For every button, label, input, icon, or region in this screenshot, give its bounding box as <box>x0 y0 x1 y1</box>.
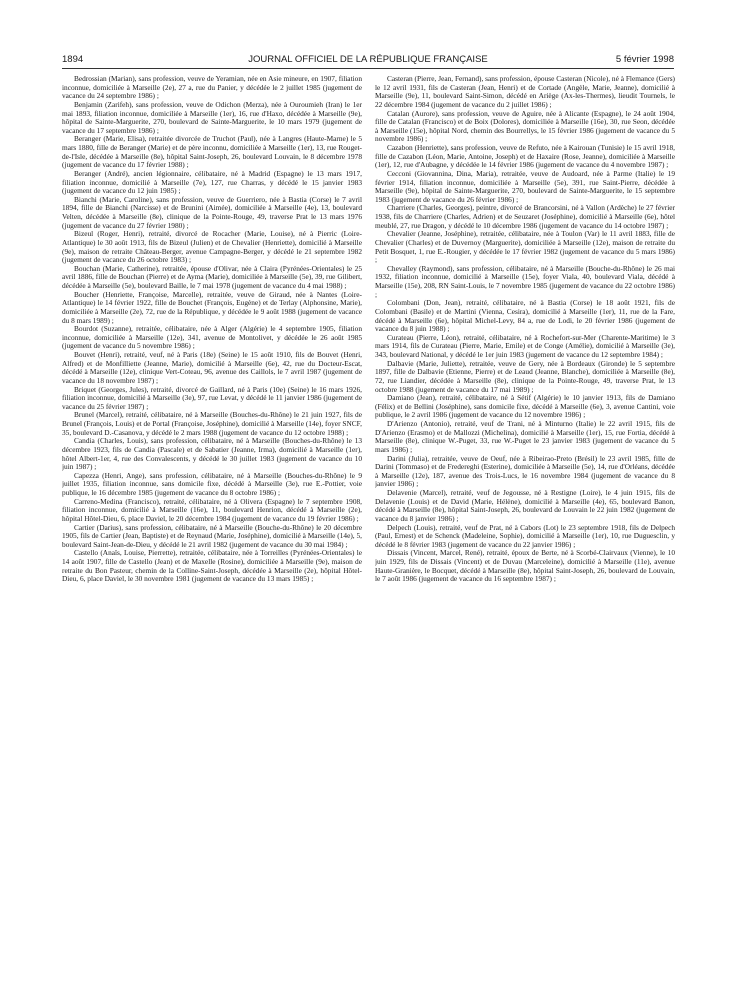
issue-date: 5 février 1998 <box>615 54 674 65</box>
left-column <box>62 75 362 980</box>
register-entry: Cartier (Darius), sans profession, célibataire, né à Marseille (Bouche-du-Rhône) le 20 décembre 1905, fils de Cartier (Jean, Baptiste) et de Reynaud (Marie, Joséphine), domicilié à Marseille (14e), 5, boulevard Saint-Jean-de-Dieu, y décédé le 21 avril 1982 (jugement de vacance du 30 mai 1984) ; <box>62 522 362 549</box>
register-entry: Casteran (Pierre, Jean, Fernand), sans profession, épouse Casteran (Nicole), né à Flemance (Gers) le 12 avril 1931, fils de Casteran (Jean, Henri) et de Cortade (Angèle, Marie, Jeanne), domicilié à Marseille (9e), 11, boulevard Saint-Simon, décédé en Ariège (Ax-les-Thermes), lieudit Tournels, le 22 décembre 1984 (jugement de vacance du 2 juillet 1986) ; <box>375 75 675 109</box>
register-entry: Delpech (Louis), retraité, veuf de Prat, né à Cabors (Lot) le 23 septembre 1918, fils de Delpech (Paul, Ernest) et de Schenck (Madeleine, Sophie), domicilié à Marseille (1er), 10, rue Duguesclin, y décédé le 8 février 1983 (jugement de vacance du 22 janvier 1986) ; <box>375 522 675 549</box>
register-entry: Bourdot (Suzanne), retraitée, célibataire, née à Alger (Algérie) le 4 septembre 1905, filiation inconnue, domiciliée à Marseille (12e), 341, avenue de Montolivet, y décédée le 26 août 1985 (jugement de vacance du 5 novembre 1986) ; <box>62 324 362 351</box>
header-rule <box>62 68 674 69</box>
register-entry: Curateau (Pierre, Léon), retraité, célibataire, né à Rochefort-sur-Mer (Charente-Maritime) le 3 mars 1914, fils de Curateau (Pierre, Marie, Emile) et de Conge (Amélie), domicilié à Marseille (3e), 343, boulevard National, y décédé le 1er juin 1983 (jugement de vacance du 12 septembre 1984) ; <box>375 332 675 359</box>
register-entry: Dissais (Vincent, Marcel, René), retraité, époux de Berte, né à Scorbé-Clairvaux (Vienne), le 10 juin 1929, fils de Dissais (Vincent) et de Duvau (Marceleine), domicilié à Marseille (11e), avenue Haute-Granière, le Bocquet, décédé à Marseille (8e), hôpital Saint-Joseph, 26, boulevard de Louvain, le 7 août 1986 (jugement de vacance du 16 septembre 1987) ; <box>375 548 675 584</box>
register-entry: Delavenie (Marcel), retraité, veuf de Jegousse, né à Restigne (Loire), le 4 juin 1915, fils de Delavenie (Louis) et de David (Marie, Hélène), domicilié à Marseille (4e), 65, boulevard Banon, décédé à Marseille (8e), hôpital Saint-Joseph, 26, boulevard de Louvain le 22 juin 1982 (jugement de vacance du 8 janvier 1986) ; <box>375 488 675 523</box>
register-entry: Brunel (Marcel), retraité, célibataire, né à Marseille (Bouches-du-Rhône) le 21 juin 1927, fils de Brunel (François, Louis) et de Portal (Françoise, Joséphine), domicilié à Marseille (14e), foyer SNCF, 35, boulevard D.-Casanova, y décédé le 2 mars 1988 (jugement de vacance du 12 octobre 1988) ; <box>62 410 362 437</box>
register-entry: Candia (Charles, Louis), sans profession, célibataire, né à Marseille (Bouches-du-Rhône) le 13 décembre 1923, fils de Candia (Pascale) et de Sabatier (Jeanne, Irma), domicilié à Marseille (1er), hôtel Albert-1er, 4, rue des Convalescents, y décédé le 30 juillet 1983 (jugement de vacance du 10 juin 1987) ; <box>62 436 362 472</box>
register-entry: Catalan (Aurore), sans profession, veuve de Aguire, née à Alicante (Espagne), le 24 août 1904, fille de Catalan (Francisco) et de Boix (Dolores), domiciliée à Marseille (16e), 30, rue Seon, décédée à Marseille (15e), hôpital Nord, chemin des Bourrellys, le 15 février 1986 (jugement de vacance du 5 novembre 1986) ; <box>375 108 675 144</box>
register-entry: Castello (Anaïs, Louise, Pierrette), retraitée, célibataire, née à Torreilles (Pyrénées-Orientales) le 14 août 1907, fille de Castello (Jean) et de Maxelle (Rosine), domiciliée à Marseille (9e), maison de retraite du Bon Pasteur, chemin de la Colline-Saint-Joseph, décédée à Marseille (2e), hôpital Hôtel-Dieu, 6, place Daviel, le 30 novembre 1981 (jugement de vacance du 13 mars 1985) ; <box>62 548 362 584</box>
register-entry: Chevalley (Raymond), sans profession, célibataire, né à Marseille (Bouche-du-Rhône) le 26 mai 1932, filiation inconnue, domicilié à Marseille (15e), foyer Viala, 40, boulevard Viala, décédé à Marseille (15e), 208, RN Saint-Louis, le 7 novembre 1985 (jugement de vacance du 22 octobre 1986) ; <box>375 263 675 299</box>
register-entry: Damiano (Jean), retraité, célibataire, né à Sétif (Algérie) le 10 janvier 1913, fils de Damiano (Félix) et de Bellini (Joséphine), sans domicile fixe, décédé à Marseille (6e), 3, avenue Cantini, voie publique, le 2 avril 1986 (jugement de vacance du 12 novembre 1986) ; <box>375 393 675 420</box>
register-entry: Beranger (Marie, Elisa), retraitée divorcée de Truchot (Paul), née à Langres (Haute-Marne) le 5 mars 1880, fille de Beranger (Marie) et de père inconnu, domiciliée à Marseille (1er), 13, rue Rouget-de-l'Isle, décédée à Marseille (8e), hôpital Saint-Joseph, 26, boulevard Louvain, le 8 décembre 1978 (jugement de vacance du 17 février 1988) ; <box>62 134 362 170</box>
page-header <box>62 54 674 68</box>
register-entry: Chevalier (Jeanne, Joséphine), retraitée, célibataire, née à Toulon (Var) le 11 avril 1883, fille de Chevalier (Charles) et de Duvernoy (Marguerite), domiciliée à Marseille (12e), maison de retraite du Petit Bosquet, 1, rue E.-Rougier, y décédée le 17 février 1982 (jugement de vacance du 5 mars 1986) ; <box>375 229 675 265</box>
register-entry: Bianchi (Marie, Caroline), sans profession, veuve de Guerriero, née à Bastia (Corse) le 7 avril 1894, fille de Bianchi (Narcisse) et de Brunini (Aimée), domiciliée à Marseille (4e), 13, boulevard Velten, décédée à Marseille (8e), clinique de la Pointe-Rouge, 49, traverse Prat le 13 mars 1976 (jugement de vacance du 27 février 1980) ; <box>62 194 362 230</box>
register-entry: Boucher (Henriette, Françoise, Marcelle), retraitée, veuve de Giraud, née à Nantes (Loire-Atlantique) le 14 février 1922, fille de Bouchet (François, Eugène) et de Terlay (Alphonsine, Marie), domiciliée à Marseille (2e), 72, rue de la République, y décédée le 9 août 1988 (jugement de vacance du 8 mars 1989) ; <box>62 289 362 325</box>
right-column <box>375 75 675 980</box>
register-entry: D'Arienzo (Antonio), retraité, veuf de Trani, né à Minturno (Italie) le 22 avril 1915, fils de D'Arienzo (Erasmo) et de Mallozzi (Michelina), domicilié à Marseille (1er), 15, rue Fortia, décédé à Marseille (8e), clinique W.-Puget, 33, rue W.-Puget le 23 janvier 1983 (jugement de vacance du 5 mars 1986) ; <box>375 419 675 454</box>
register-entry: Briquet (Georges, Jules), retraité, divorcé de Gaillard, né à Paris (10e) (Seine) le 16 mars 1926, filiation inconnue, domicilié à Marseille (3e), 97, rue Levat, y décédé le 11 janvier 1986 (jugement de vacance du 25 février 1987) ; <box>62 384 362 411</box>
journal-title: JOURNAL OFFICIEL DE LA RÉPUBLIQUE FRANÇAISE <box>248 54 488 65</box>
register-entry: Dalbavie (Marie, Juliette), retraitée, veuve de Gery, née à Bordeaux (Gironde) le 5 septembre 1897, fille de Dalbavie (Etienne, Pierre) et de Leaud (Jeanne, Blanche), domiciliée à Marseille (8e), 72, rue Liandier, décédée à Marseille (8e), clinique de la Pointe-Rouge, 49, traverse Prat, le 13 octobre 1988 (jugement de vacance du 17 mai 1989) ; <box>375 358 675 394</box>
register-entry: Darini (Julia), retraitée, veuve de Oeuf, née à Ribeirao-Preto (Brésil) le 23 avril 1985, fille de Darini (Tommaso) et de Fredereghi (Esterine), domiciliée à Marseille (5e), 14, rue d'Orléans, décédée à Marseille (12e), 187, avenue des Trois-Lucs, le 16 novembre 1984 (jugement de vacance du 8 janvier 1986) ; <box>375 453 675 489</box>
register-entry: Benjamin (Zarifeh), sans profession, veuve de Odichon (Merza), née à Ouroumieh (Iran) le 1er mai 1893, filiation inconnue, domiciliée à Marseille (1er), 16, rue d'Haxo, décédée à Marseille (9e), hôpital de Sainte-Marguerite, 270, boulevard de Sainte-Marguerite, le 10 mars 1979 (jugement de vacance du 17 septembre 1986) ; <box>62 99 362 135</box>
register-entry: Bizeul (Roger, Henri), retraité, divorcé de Rocacher (Marie, Louise), né à Pierric (Loire-Atlantique) le 30 août 1913, fils de Bizeul (Julien) et de Chevalier (Henriette), domicilié à Marseille (9e), maison de retraite Château-Berger, avenue Campagne-Berger, y décédé le 21 septembre 1982 (jugement de vacance du 26 octobre 1983) ; <box>62 229 362 265</box>
register-entry: Charriere (Charles, Georges), peintre, divorcé de Brancorsini, né à Vallon (Ardèche) le 27 février 1938, fils de Charriere (Charles, Adrien) et de Seuzaret (Joséphine), domicilié à Marseille (6e), hôtel meublé, 27, rue Dragon, y décédé le 10 décembre 1986 (jugement de vacance du 14 octobre 1987) ; <box>375 203 675 230</box>
register-entry: Colombani (Don, Jean), retraité, célibataire, né à Bastia (Corse) le 18 août 1921, fils de Colombani (Basile) et de Martini (Vienna, Cesira), domicilié à Marseille (1er), 11, rue de la Fare, décédé à Marseille (6e), hôpital Michel-Levy, 84 a, rue de Lodi, le 20 février 1986 (jugement de vacance du 8 juin 1988) ; <box>375 298 675 334</box>
register-entry: Carreno-Medina (Francisco), retraité, célibataire, né à Olivera (Espagne) le 7 septembre 1908, filiation inconnue, domicilié à Marseille (16e), 11, boulevard Henrion, décédé à Marseille (2e), hôpital Hôtel-Dieu, 6, place Daviel, le 20 décembre 1984 (jugement de vacance du 19 février 1986) ; <box>62 496 362 523</box>
register-entry: Cecconi (Giovannina, Dina, Maria), retraitée, veuve de Audoard, née à Parme (Italie) le 19 février 1914, filiation inconnue, domiciliée à Marseille (5e), 391, rue Saint-Pierre, décédée à Marseille (9e), hôpital de Sainte-Marguerite, 270, boulevard de Sainte-Marguerite, le 15 septembre 1983 (jugement de vacance du 26 février 1986) ; <box>375 168 675 204</box>
register-entry: Bedrossian (Marian), sans profession, veuve de Yeramian, née en Asie mineure, en 1907, filiation inconnue, domiciliée à Marseille (2e), 27 a, rue du Panier, y décédée le 2 juillet 1985 (jugement de vacance du 24 septembre 1986) ; <box>62 75 362 101</box>
page-number: 1894 <box>62 54 84 65</box>
register-entry: Bouchan (Marie, Catherine), retraitée, épouse d'Olivar, née à Claira (Pyrénées-Orientales) le 25 avril 1886, fille de Bouchan (Pierre) et de Ayma (Marie), domiciliée à Marseille (5e), 39, rue Gilibert, décédée à Marseille (5e), boulevard Baille, le 7 mai 1978 (jugement de vacance du 4 mai 1988) ; <box>62 263 362 290</box>
register-entry: Bouvet (Henri), retraité, veuf, né à Paris (18e) (Seine) le 15 août 1910, fils de Bouvet (Henri, Alfred) et de Monfilliette (Jeanne, Marie), domicilié à Marseille (6e), 42, rue du Docteur-Escat, décédé à Marseille (12e), clinique Vert-Coteau, 96, avenue des Caillols, le 7 avril 1987 (jugement de vacance du 18 novembre 1987) ; <box>62 350 362 385</box>
register-entry: Capezza (Henri, Ange), sans profession, célibataire, né à Marseille (Bouches-du-Rhône) le 9 juillet 1935, filiation inconnue, sans domicile fixe, décédé à Marseille (3e), rue E.-Pottier, voie publique, le 16 décembre 1985 (jugement de vacance du 8 octobre 1986) ; <box>62 470 362 497</box>
register-entry: Beranger (André), ancien légionnaire, célibataire, né à Madrid (Espagne) le 13 mars 1917, filiation inconnue, domicilié à Marseille (7e), 127, rue Charras, y décédé le 15 janvier 1983 (jugement de vacance du 12 juin 1985) ; <box>62 168 362 196</box>
register-entry: Cazabon (Henriette), sans profession, veuve de Refuto, née à Kairouan (Tunisie) le 15 avril 1918, fille de Cazabon (Léon, Marie, Antoine, Joseph) et de Haxaire (Rose, Jeanne), domiciliée à Marseille (1er), 12, rue d'Aubagne, y décédée le 14 février 1986 (jugement de vacance du 4 novembre 1987) ; <box>375 143 675 170</box>
